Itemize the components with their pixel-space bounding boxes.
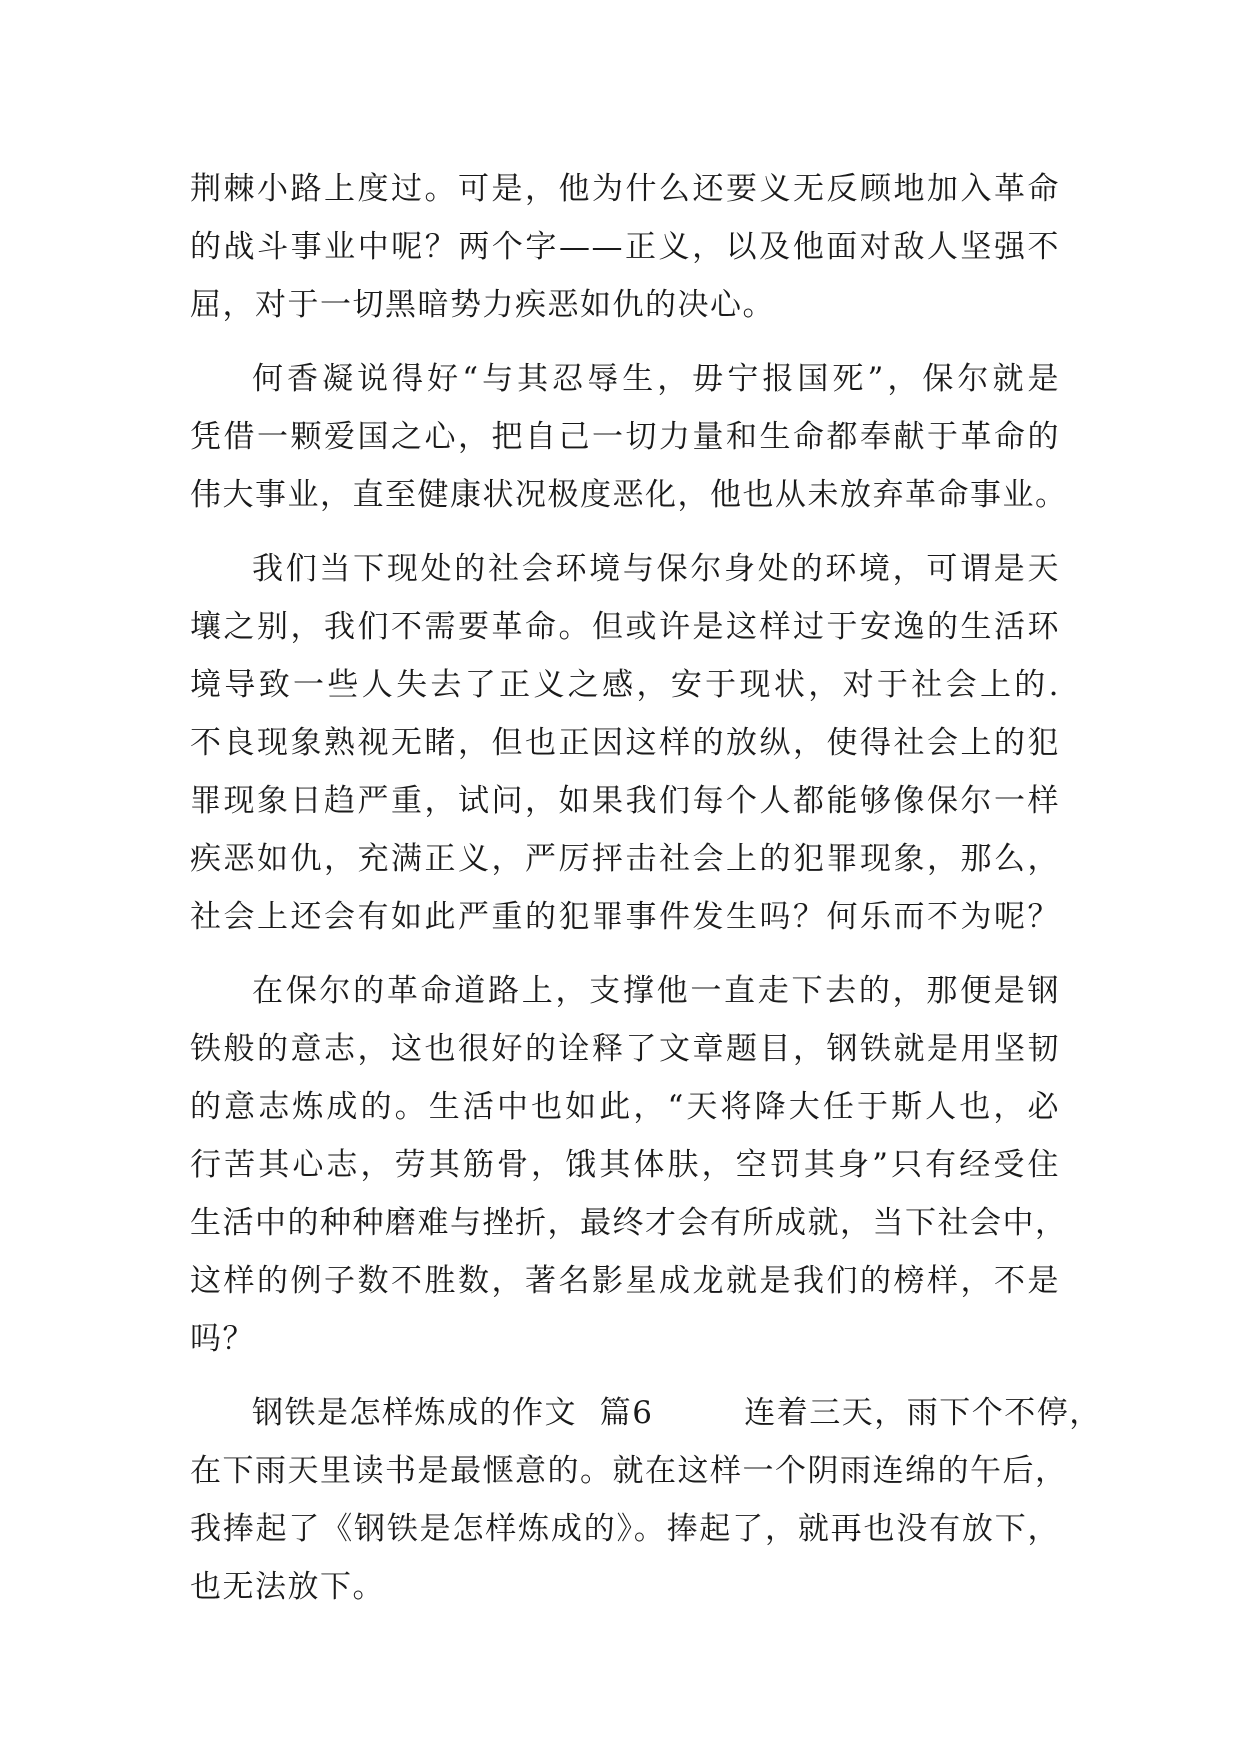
paragraph-2 [190,350,1068,524]
text-line: 何香凝说得好“与其忍辱生，毋宁报国死”，保尔就是 [252,361,1060,397]
paragraph-5 [190,1384,1102,1616]
text-line: 疾恶如仇，充满正义，严厉抨击社会上的犯罪现象，那么， [190,841,1060,877]
text-line: 也无法放下。 [190,1569,385,1605]
paragraph-1 [190,160,1060,334]
text-line: 在下雨天里读书是最惬意的。就在这样一个阴雨连绵的午后， [190,1453,1068,1489]
text-line: 的意志炼成的。生活中也如此，“天将降大任于斯人也，必 [190,1089,1060,1125]
paragraph-3 [190,540,1060,946]
text-line: 罪现象日趋严重，试问，如果我们每个人都能够像保尔一样 [190,783,1060,819]
text-line: 我们当下现处的社会环境与保尔身处的环境，可谓是天 [252,551,1060,587]
text-line: 的战斗事业中呢？两个字——正义，以及他面对敌人坚强不 [190,229,1060,265]
text-line: 生活中的种种磨难与挫折，最终才会有所成就，当下社会中， [190,1205,1068,1241]
text-line: 这样的例子数不胜数，著名影星成龙就是我们的榜样，不是 [190,1263,1060,1299]
text-line: 壤之别，我们不需要革命。但或许是这样过于安逸的生活环 [190,609,1060,645]
text-line: 不良现象熟视无睹，但也正因这样的放纵，使得社会上的犯 [190,725,1060,761]
text-line: 境导致一些人失去了正义之感，安于现状，对于社会上的. [190,667,1060,703]
text-line: 屈，对于一切黑暗势力疾恶如仇的决心。 [190,287,775,323]
text-line: 钢铁是怎样炼成的作文 篇6 连着三天，雨下个不停， [252,1395,1102,1431]
paragraph-4 [190,962,1068,1368]
text-line: 行苦其心志，劳其筋骨，饿其体肤，空罚其身”只有经受住 [190,1147,1060,1183]
text-line: 在保尔的革命道路上，支撑他一直走下去的，那便是钢 [252,973,1060,1009]
text-line: 铁般的意志，这也很好的诠释了文章题目，钢铁就是用坚韧 [190,1031,1060,1067]
text-line: 社会上还会有如此严重的犯罪事件发生吗？何乐而不为呢？ [190,899,1060,935]
text-line: 伟大事业，直至健康状况极度恶化，他也从未放弃革命事业。 [190,477,1068,513]
text-line: 荆棘小路上度过。可是，他为什么还要义无反顾地加入革命 [190,171,1060,207]
text-line: 我捧起了《钢铁是怎样炼成的》。捧起了，就再也没有放下， [190,1511,1060,1547]
text-line: 吗？ [190,1321,255,1357]
document-body [190,160,1102,1616]
text-line: 凭借一颗爱国之心，把自己一切力量和生命都奉献于革命的 [190,419,1060,455]
